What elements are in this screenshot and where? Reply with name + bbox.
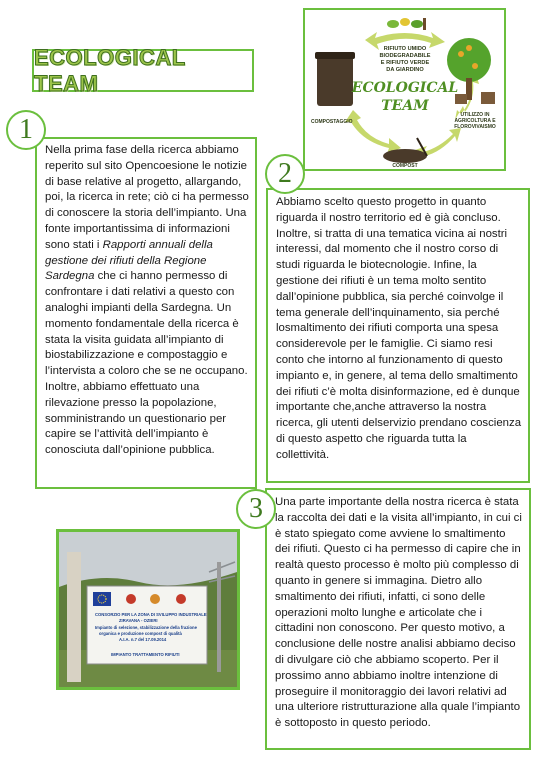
- plant-sign-illustration: [59, 532, 237, 687]
- title-frame: [32, 44, 254, 96]
- logo-right-label-2: AGRICOLTURA E: [454, 118, 496, 124]
- section-2-text: Abbiamo scelto questo progetto in quanto riguarda il nostro territorio ed è già concluso. Inoltre, si tratta di una tematica vicina ai nostri interessi, dal momento che il nostro corso di studi riguarda le biotecnologie. Infine, la gestione dei rifiuti è un tema molto sentito dall’opinione pubblica, sia perché coinvolge il tema generale dell’inquinamento, sia perché losmaltimento dei rifiuti comporta una spesa considerevole per le famiglie. Ci siamo resi conto che intorno al funzionamento di questo impianto e, in genere, al tema dello smaltimento dei rifiuti c’è molta disinformazione, ed è dunque importante che,anche attraverso la nostra ricerca, gli utenti delservizio prendano coscienza di questo aspetto che riguarda tutta la collettività.: [276, 196, 522, 461]
- sign-line-4: organica e produzione compost di qualità: [99, 631, 182, 636]
- cycle-arrow-left: [345, 110, 401, 154]
- logo-right-label-1: UTILIZZO IN: [460, 112, 490, 118]
- logo-bottom-label: COMPOST: [392, 163, 418, 169]
- section-1-text-italic: Rapporti annuali della gestione dei rifiuti della Regione Sardegna: [45, 238, 213, 283]
- logo-top-text-1: RIFIUTO UMIDO: [383, 46, 427, 52]
- logo-graphic: [305, 10, 504, 169]
- logo-right-label-3: FLOROVIVAISMO: [454, 124, 496, 130]
- sign-line-1: CONSORZIO PER LA ZONA DI SVILUPPO INDUSTRIALE: [95, 612, 207, 617]
- compost-bin-icon: [315, 52, 355, 106]
- garden-waste-icon: [387, 18, 426, 30]
- sign-line-3: Impianto di selezione, stabilizzazione della frazione: [95, 625, 197, 630]
- section-2-number: 2: [265, 154, 305, 194]
- logo-brand-line-1: ECOLOGICAL: [351, 80, 459, 96]
- logo-top-text-3: E RIFIUTO VERDE: [380, 60, 430, 66]
- section-1-number: 1: [6, 110, 46, 150]
- section-1-box: [35, 137, 257, 489]
- section-1-text-part-b: che ci hanno permesso di confrontare i dati relativi a questo con analoghi impianti della Sardegna. Un momento fondamentale della ricerca è stata la visita guidata all’impianto di biostabilizzazione e compostaggio e l’intervista a coloro che se ne occupano. Inoltre, abbiamo effettuato una rilevazione presso la popolazione, somministrando un questionario per capire se l’attività dell’impianto è conosciuta dall’opinione pubblica.: [45, 270, 248, 457]
- logo-left-label: COMPOSTAGGIO: [311, 119, 353, 125]
- section-3-box: [265, 488, 531, 750]
- page-title: ECOLOGICAL TEAM: [34, 44, 186, 96]
- section-1-text-part-a: Nella prima fase della ricerca abbiamo reperito sul sito Opencoesione le notizie di base relative al progetto, allargando, poi, la ricerca in rete; ciò ci ha permesso di conoscere la storia dell’impianto. Una fonte importantissima di informazioni sono stati i: [45, 144, 249, 251]
- ecological-team-logo: [303, 8, 506, 171]
- section-1-text: [45, 143, 249, 459]
- logo-top-text-2: BIODEGRADABILE: [379, 53, 431, 59]
- plant-sign-photo: [56, 529, 240, 690]
- section-3-text: Una parte importante della nostra ricerca è stata la raccolta dei dati e la visita all’impianto, in cui ci è stato spiegato come avviene lo smaltimento dei rifiuti. Questo ci ha permesso di capire che in realtà questo processo è molto più complesso di quanto in genere si immagina. Dietro allo smaltimento dei rifiuti, infatti, ci sono delle operazioni molto lunghe e articolate che i cittadini non conoscono. Per questo motivo, a conclusione delle nostre analisi abbiamo deciso di divulgare ciò che abbiamo scoperto. Per il prossimo anno abbiamo inoltre intenzione di proseguire il monitoraggio dei lavori relativi ad una ulteriore ristrutturazione alla quale l’impianto è sottoposto in questo periodo.: [275, 496, 522, 730]
- section-2-box: [266, 188, 530, 483]
- logo-brand-line-2: TEAM: [381, 98, 429, 114]
- section-3-number: 3: [236, 489, 276, 529]
- sign-line-2: ZIRAVANA - OZIERI: [119, 618, 158, 623]
- sign-line-6: IMPIANTO TRATTAMENTO RIFIUTI: [111, 652, 180, 657]
- sign-line-5: A.I.A. n.7 del 17.09.2014: [119, 637, 167, 642]
- logo-top-text-4: DA GIARDINO: [386, 67, 424, 73]
